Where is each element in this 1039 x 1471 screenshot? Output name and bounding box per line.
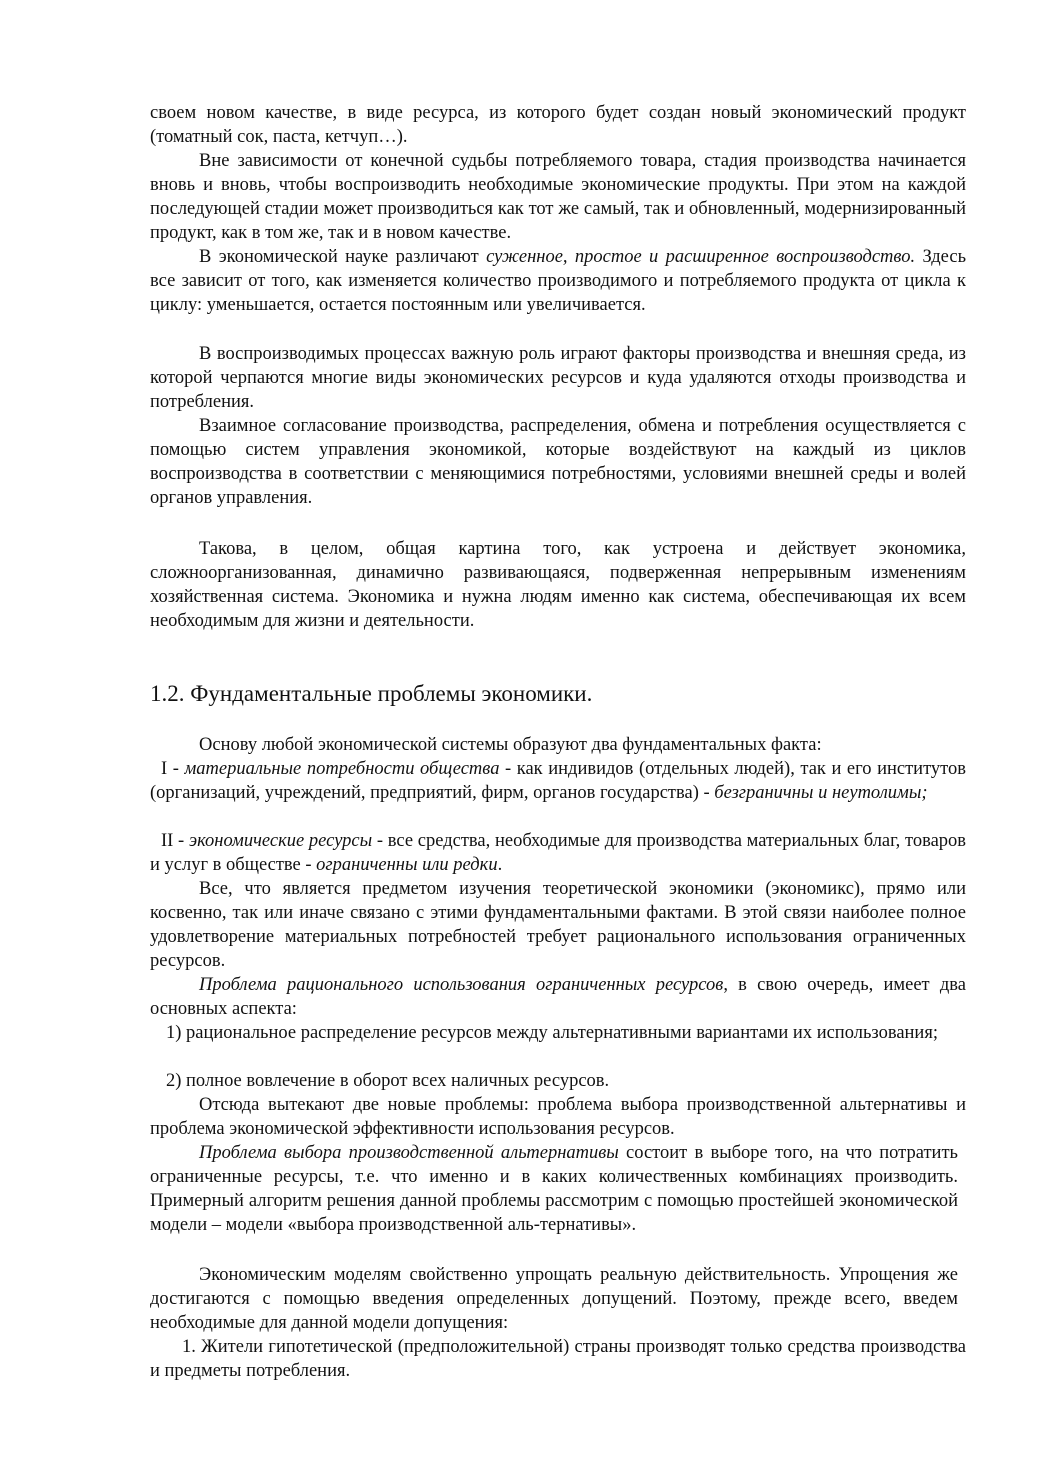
paragraph-coordination: Взаимное согласование производства, распределения, обмена и потребления осуществляется с помощью систем управления экономикой, которые воздействуют на каждый из циклов воспроизводства в соответствии с меняющимися потребностями, условиями внешней среды и волей органов управления. <box>150 416 966 508</box>
emphasis-text: Проблема выбора производственной альтернативы <box>199 1143 619 1163</box>
paragraph-text: . <box>497 855 503 875</box>
paragraph-text: - как индивидов (отдельных людей), так и его институтов (организаций, учреждений, предприятий, фирм, органов государства) - <box>150 759 967 803</box>
paragraph-rational-use <box>150 973 966 1021</box>
fact-one <box>150 757 966 805</box>
emphasis-text: Проблема рационального использования ограниченных ресурсов <box>199 975 724 995</box>
paragraph-summary: Такова, в целом, общая картина того, как устроена и действует экономика, сложноорганизованная, динамично развивающаяся, подверженная непрерывным изменениям хозяйственная система. Экономика и нужна людям именно как система, обеспечивающая их всем необходимым для жизни и деятельности. <box>150 539 966 631</box>
paragraph-resource-quality: своем новом качестве, в виде ресурса, из которого будет создан новый экономический продукт (томатный сок, паста, кетчуп…). <box>150 103 966 147</box>
emphasis-text: ограниченны или редки <box>316 855 498 875</box>
paragraph-new-problems: Отсюда вытекают две новые проблемы: проблема выбора производственной альтернативы и проблема экономической эффективности использования ресурсов. <box>150 1095 966 1139</box>
paragraph-text: , в свою очередь, имеет два основных аспекта: <box>150 975 966 1019</box>
list-item-allocation: 1) рациональное распределение ресурсов между альтернативными вариантами их использования; <box>166 1023 938 1043</box>
emphasis-text: экономические ресурсы <box>188 831 373 851</box>
paragraph-factors: В воспроизводимых процессах важную роль играют факторы производства и внешняя среда, из которой черпаются многие виды экономических ресурсов и куда удаляются отходы производства и потребления. <box>150 344 966 412</box>
list-item-assumption-one: 1. Жители гипотетической (предположительной) страны производят только средства производства и предметы потребления. <box>150 1337 966 1381</box>
emphasis-text: безграничны и неутолимы; <box>714 783 928 803</box>
paragraph-economic-models: Экономическим моделям свойственно упрощать реальную действительность. Упрощения же достигаются с помощью введения определенных допущений. Поэтому, прежде всего, введем необходимые для данной модели допущения: <box>150 1265 958 1333</box>
paragraph-text: - все средства, необходимые для производства материальных благ, товаров и услуг в обществе - <box>150 831 967 875</box>
paragraph-text: состоит в выборе того, на что потратить ограниченные ресурсы, т.е. что именно и в каких количественных комбинациях производить. Примерный алгоритм решения данной проблемы рассмотрим с помощью простейшей экономической модели – модели «выбора производственной аль-тернативы». <box>150 1143 958 1235</box>
paragraph-text: Здесь все зависит от того, как изменяется количество производимого и потребляемого продукта от цикла к циклу: уменьшается, остается постоянным или увеличивается. <box>150 247 967 315</box>
paragraph-production-stage: Вне зависимости от конечной судьбы потребляемого товара, стадия производства начинается вновь и вновь, чтобы воспроизводить необходимые экономические продукты. При этом на каждой последующей стадии может производиться как тот же самый, так и обновленный, модернизированный продукт, как в том же, так и в новом качестве. <box>150 151 966 243</box>
section-heading: 1.2. Фундаментальные проблемы экономики. <box>150 681 593 706</box>
emphasis-text: суженное, простое и расширенное воспроизводство. <box>486 247 916 267</box>
paragraph-choice-problem <box>150 1141 958 1237</box>
paragraph-theoretical-economics: Все, что является предметом изучения теоретической экономики (экономикс), прямо или косвенно, так или иначе связано с этими фундаментальными фактами. В этой связи наиболее полное удовлетворение материальных потребностей требует рационального использования ограниченных ресурсов. <box>150 879 966 971</box>
paragraph-intro-facts: Основу любой экономической системы образуют два фундаментальных факта: <box>199 735 822 755</box>
paragraph-text: В экономической науке различают <box>199 247 487 267</box>
fact-two <box>150 829 966 877</box>
paragraph-reproduction-types <box>150 245 966 317</box>
emphasis-text: материальные потребности общества <box>184 759 500 779</box>
fact-number: II - <box>161 831 189 851</box>
fact-number: I - <box>161 759 185 779</box>
list-item-involvement: 2) полное вовлечение в оборот всех наличных ресурсов. <box>166 1071 610 1091</box>
